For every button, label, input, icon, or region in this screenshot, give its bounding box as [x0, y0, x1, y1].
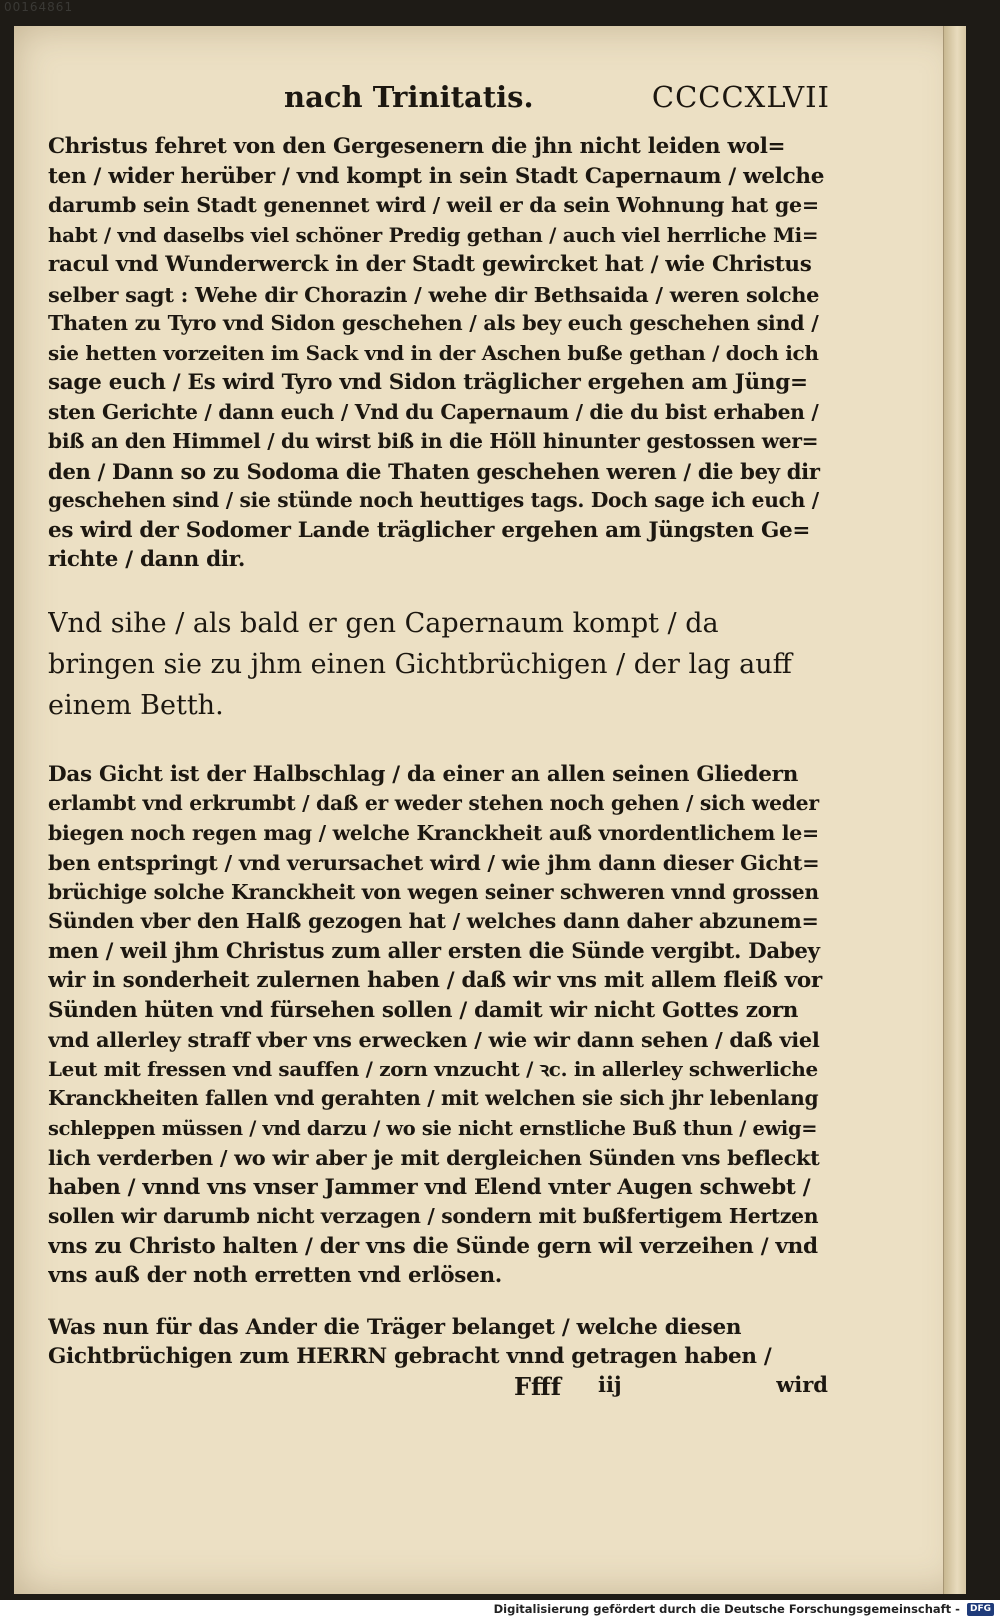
text-line: lich verderben / wo wir aber je mit dergleichen Sünden vns befleckt: [48, 1145, 820, 1170]
text-line: sage euch / Es wird Tyro vnd Sidon träglicher ergehen am Jüng=: [48, 370, 808, 395]
text-line: vns auß der noth erretten vnd erlösen.: [48, 1263, 502, 1288]
text-line: schleppen müssen / vnd darzu / wo sie nicht ernstliche Buß thun / ewig=: [48, 1116, 818, 1140]
scan-id: 00164861: [4, 0, 74, 14]
digitization-credit: [494, 1600, 994, 1618]
text-line: sollen wir darumb nicht verzagen / sondern mit bußfertigem Hertzen: [48, 1204, 819, 1228]
text-line: Vnd sihe / als bald er gen Capernaum kompt / da: [48, 607, 719, 639]
text-line: Gichtbrüchigen zum HERRN gebracht vnnd getragen haben /: [48, 1344, 772, 1369]
text-line: Thaten zu Tyro vnd Sidon geschehen / als bey euch geschehen sind /: [48, 311, 819, 335]
page-footer: [48, 1372, 828, 1408]
folio-number: CCCCXLVII: [651, 80, 830, 114]
text-line: sie hetten vorzeiten im Sack vnd in der Aschen buße gethan / doch ich: [48, 340, 819, 365]
text-line: vns zu Christo halten / der vns die Sünde gern wil verzeihen / vnd: [48, 1233, 818, 1259]
text-line: es wird der Sodomer Lande träglicher ergehen am Jüngsten Ge=: [48, 517, 811, 543]
text-line: ten / wider herüber / vnd kompt in sein Stadt Capernaum / welche: [48, 163, 825, 189]
body-paragraph: [48, 760, 828, 1291]
text-line: biegen noch regen mag / welche Kranckheit auß vnordentlichem le=: [48, 820, 819, 845]
text-line: habt / vnd daselbs viel schöner Predig gethan / auch viel herrliche Mi=: [48, 222, 819, 247]
text-line: racul vnd Wunderwerck in der Stadt gewircket hat / wie Christus: [48, 252, 812, 277]
signature-mark: Ffff: [514, 1371, 562, 1401]
credit-text: Digitalisierung gefördert durch die Deutsche Forschungsgemeinschaft -: [493, 1602, 960, 1616]
text-line: men / weil jhm Christus zum aller ersten die Sünde vergibt. Dabey: [48, 938, 820, 964]
binding-edge: [943, 26, 966, 1594]
text-line: richte / dann dir.: [48, 547, 246, 572]
section-heading: [48, 603, 828, 726]
text-line: sten Gerichte / dann euch / Vnd du Capernaum / die du bist erhaben /: [48, 399, 819, 424]
text-line: wir in sonderheit zulernen haben / daß wir vns mit allem fleiß vor: [48, 968, 822, 993]
text-line: brüchige solche Kranckheit von wegen seiner schweren vnnd grossen: [48, 879, 819, 904]
body-paragraph: [48, 132, 828, 575]
text-line: darumb sein Stadt genennet wird / weil er da sein Wohnung hat ge=: [48, 193, 819, 217]
text-line: erlambt vnd erkrumbt / daß er weder stehen noch gehen / sich weder: [48, 791, 819, 815]
text-line: biß an den Himmel / du wirst biß in die Höll hinunter gestossen wer=: [48, 429, 819, 453]
text-line: Christus fehret von den Gergesenern die jhn nicht leiden wol=: [48, 134, 786, 159]
text-line: vnd allerley straff vber vns erwecken / wie wir dann sehen / daß viel: [48, 1027, 820, 1052]
book-page: [14, 26, 966, 1594]
text-line: Sünden hüten vnd fürsehen sollen / damit wir nicht Gottes zorn: [48, 997, 799, 1023]
text-line: den / Dann so zu Sodoma die Thaten geschehen weren / die bey dir: [48, 458, 820, 484]
text-line: Was nun für das Ander die Träger belanget / welche diesen: [48, 1314, 742, 1340]
text-body: [48, 132, 828, 1372]
text-line: geschehen sind / sie stünde noch heuttiges tags. Doch sage ich euch /: [48, 488, 819, 512]
text-line: ben entspringt / vnd verursachet wird / wie jhm dann dieser Gicht=: [48, 850, 820, 875]
text-line: Leut mit fressen vnd sauffen / zorn vnzucht / ꝛc. in allerley schwerliche: [48, 1056, 818, 1081]
text-line: Das Gicht ist der Halbschlag / da einer an allen seinen Gliedern: [48, 761, 799, 787]
text-line: bringen sie zu jhm einen Gichtbrüchigen / der lag auff: [48, 648, 792, 680]
text-line: einem Betth.: [48, 689, 224, 721]
text-line: Sünden vber den Halß gezogen hat / welches dann daher abzunem=: [48, 909, 819, 933]
body-paragraph: [48, 1313, 828, 1372]
text-line: Kranckheiten fallen vnd gerahten / mit welchen sie sich jhr lebenlang: [48, 1086, 819, 1110]
dfg-logo-icon: DFG: [967, 1603, 994, 1616]
running-head: nach Trinitatis.: [284, 80, 534, 114]
catchword: wird: [776, 1371, 828, 1397]
page-header: [48, 80, 828, 126]
text-line: selber sagt : Wehe dir Chorazin / wehe dir Bethsaida / weren solche: [48, 281, 820, 307]
signature-sub: iij: [598, 1371, 622, 1397]
text-line: haben / vnnd vns vnser Jammer vnd Elend vnter Augen schwebt /: [48, 1174, 811, 1200]
page-content: [48, 80, 828, 1408]
